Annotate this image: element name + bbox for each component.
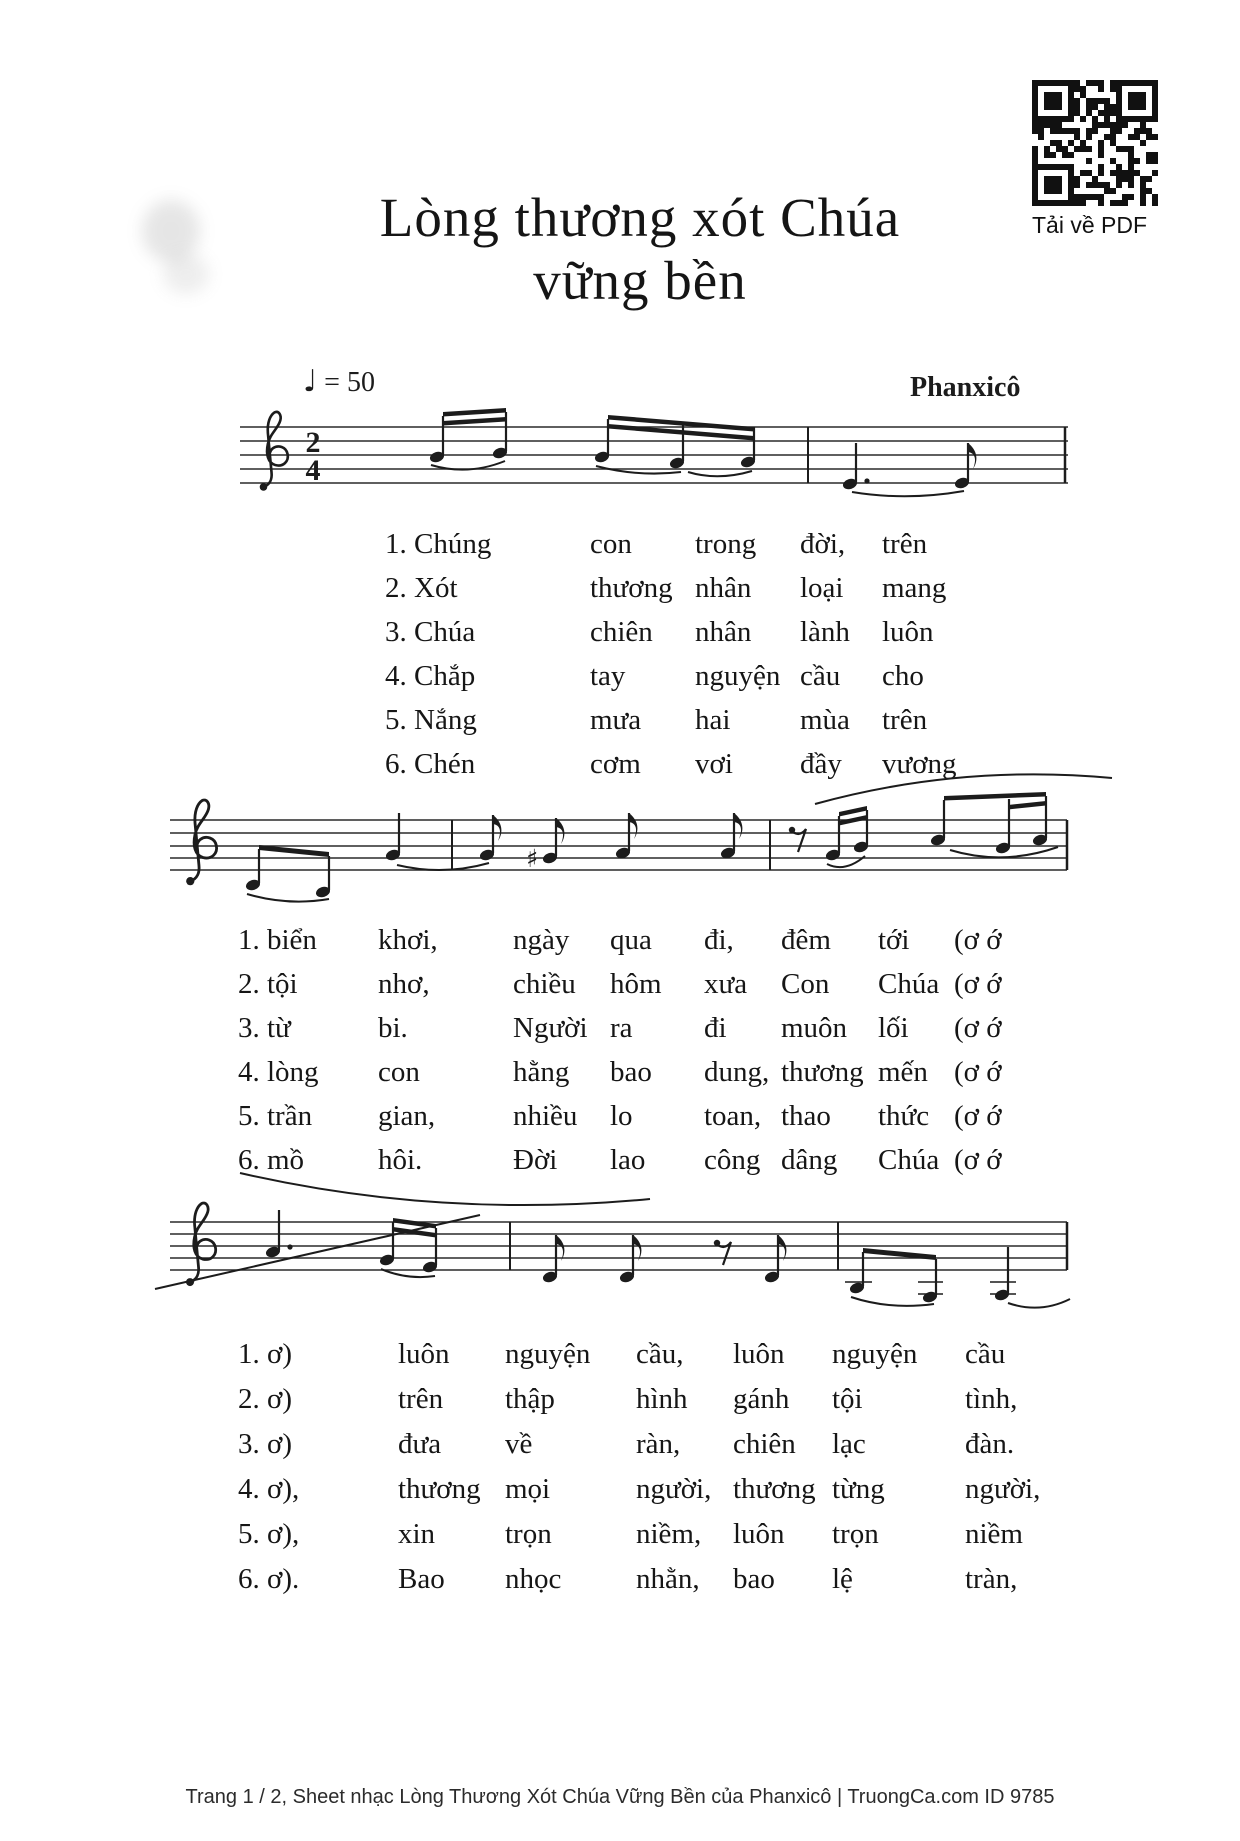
lyric-word: về <box>505 1428 533 1460</box>
lyric-word: luôn <box>733 1518 785 1550</box>
lyric-word: qua <box>610 924 652 956</box>
staff-system-2 <box>150 770 1085 910</box>
lyric-word: nhiều <box>513 1100 578 1132</box>
lyric-word: Chúa <box>878 968 940 1000</box>
lyric-word: niềm, <box>636 1518 702 1550</box>
lyric-word: vơi <box>695 748 733 780</box>
lyric-word: cầu, <box>636 1338 684 1370</box>
staff-system-3 <box>150 1185 1085 1325</box>
lyric-line <box>385 616 1025 660</box>
lyric-word: lo <box>610 1100 633 1132</box>
lyric-word: (ơ ớ <box>954 924 1002 956</box>
page-footer: Trang 1 / 2, Sheet nhạc Lòng Thương Xót Chúa Vững Bền của Phanxicô | TruongCa.com ID 9785 <box>185 1786 1055 1808</box>
lyric-word: con <box>590 528 632 560</box>
lyric-line <box>238 1473 1068 1518</box>
lyric-word: thương <box>398 1473 481 1505</box>
lyric-word: 2. ơ) <box>238 1383 292 1415</box>
lyric-word: chiều <box>513 968 576 1000</box>
lyric-word: người, <box>965 1473 1041 1505</box>
lyric-line <box>385 704 1025 748</box>
lyric-word: Đời <box>513 1144 558 1176</box>
song-title-line2: vững bền <box>533 250 747 311</box>
lyric-word: hôm <box>610 968 662 1000</box>
lyric-line <box>238 1563 1068 1608</box>
lyric-word: gian, <box>378 1100 436 1132</box>
lyric-word: xin <box>398 1518 436 1550</box>
lyric-word: hôi. <box>378 1144 423 1176</box>
lyric-word: bao <box>610 1056 652 1088</box>
lyric-word: hai <box>695 704 731 736</box>
treble-clef-icon <box>260 412 288 491</box>
lyric-word: tới <box>878 924 910 956</box>
lyric-line <box>238 1012 1068 1056</box>
lyric-word: 4. lòng <box>238 1056 319 1088</box>
lyric-line <box>238 924 1068 968</box>
lyric-word: 4. Chắp <box>385 660 476 692</box>
lyric-word: người, <box>636 1473 712 1505</box>
lyric-word: 2. Xót <box>385 572 458 604</box>
lyric-line <box>238 1383 1068 1428</box>
svg-text:4: 4 <box>305 454 321 487</box>
tempo-marking <box>303 364 375 399</box>
sharp-accidental: ♯ <box>526 844 539 873</box>
lyric-word: Con <box>781 968 830 1000</box>
staff-lines <box>170 1222 1067 1270</box>
lyric-word: mùa <box>800 704 850 736</box>
lyric-word: 4. ơ), <box>238 1473 300 1505</box>
lyric-word: tội <box>832 1383 863 1415</box>
lyric-word: 5. Nắng <box>385 704 477 736</box>
lyric-word: đi, <box>704 924 734 956</box>
lyric-word: 3. Chúa <box>385 616 476 648</box>
lyric-word: mến <box>878 1056 928 1088</box>
lyric-word: 6. Chén <box>385 748 476 780</box>
lyric-word: thương <box>590 572 673 604</box>
lyric-word: (ơ ớ <box>954 1056 1002 1088</box>
lyric-word: ra <box>610 1012 633 1044</box>
lyric-line <box>385 660 1025 704</box>
lyric-word: thương <box>781 1056 864 1088</box>
lyric-word: dung, <box>704 1056 770 1088</box>
lyric-word: đàn. <box>965 1428 1015 1460</box>
lyric-word: nhân <box>695 616 752 648</box>
lyric-word: 6. mồ <box>238 1144 305 1176</box>
lyric-word: tràn, <box>965 1563 1018 1595</box>
lyric-word: đưa <box>398 1428 442 1460</box>
staff-lines <box>240 427 1068 483</box>
song-title-line1: Lòng thương xót Chúa <box>379 187 901 248</box>
lyric-word: luôn <box>733 1338 785 1370</box>
lyric-word: xưa <box>704 968 748 1000</box>
lyric-word: cho <box>882 660 924 692</box>
lyric-word: 3. từ <box>238 1012 291 1044</box>
lyric-word: 1. ơ) <box>238 1338 292 1370</box>
lyric-word: lối <box>878 1012 909 1044</box>
lyric-word: cầu <box>800 660 841 692</box>
lyric-word: ngày <box>513 924 570 956</box>
lyric-word: lạc <box>832 1428 866 1460</box>
lyric-word: luôn <box>398 1338 450 1370</box>
lyric-word: nguyện <box>832 1338 918 1370</box>
lyric-line <box>238 1338 1068 1383</box>
lyric-word: 6. ơ). <box>238 1563 300 1595</box>
lyric-word: thương <box>733 1473 816 1505</box>
lyric-line <box>238 1518 1068 1563</box>
lyric-word: ràn, <box>636 1428 681 1460</box>
lyric-word: đầy <box>800 748 842 780</box>
lyric-word: (ơ ớ <box>954 968 1002 1000</box>
lyrics-system-2 <box>238 924 1068 1188</box>
lyric-word: lành <box>800 616 850 648</box>
lyrics-system-3 <box>238 1338 1068 1608</box>
lyric-word: niềm <box>965 1518 1023 1550</box>
lyric-word: chiên <box>590 616 653 648</box>
lyric-word: vương <box>882 748 957 780</box>
lyric-word: từng <box>832 1473 885 1505</box>
lyric-word: con <box>378 1056 420 1088</box>
lyric-word: hình <box>636 1383 688 1415</box>
lyric-word: loại <box>800 572 844 604</box>
lyric-word: trên <box>882 704 928 736</box>
lyric-line <box>385 528 1025 572</box>
phrase-slur <box>155 1215 480 1289</box>
quarter-note-icon: ♩ <box>303 364 318 399</box>
composer-name: Phanxicô <box>910 372 1021 403</box>
notes <box>155 1173 1070 1308</box>
eighth-rest-icon <box>789 827 806 852</box>
staff-system-1 <box>240 400 1080 510</box>
treble-clef-icon <box>186 800 216 885</box>
lyric-word: trên <box>882 528 928 560</box>
lyric-word: đời, <box>800 528 846 560</box>
lyric-word: thao <box>781 1100 831 1132</box>
lyric-word: lệ <box>832 1563 853 1595</box>
lyric-word: tay <box>590 660 626 692</box>
lyric-word: nhơ, <box>378 968 430 1000</box>
lyric-line <box>238 1428 1068 1473</box>
lyric-word: Người <box>513 1012 588 1044</box>
lyric-word: 1. Chúng <box>385 528 492 560</box>
lyric-word: toan, <box>704 1100 762 1132</box>
lyric-word: 5. ơ), <box>238 1518 300 1550</box>
lyric-word: hằng <box>513 1056 570 1088</box>
lyric-word: mang <box>882 572 947 604</box>
lyric-word: nhằn, <box>636 1563 700 1595</box>
lyric-word: đi <box>704 1012 727 1044</box>
lyric-word: đêm <box>781 924 831 956</box>
lyric-word: thức <box>878 1100 930 1132</box>
lyric-word: công <box>704 1144 761 1176</box>
eighth-rest-icon <box>714 1240 731 1265</box>
time-signature <box>306 426 321 487</box>
lyric-word: muôn <box>781 1012 848 1044</box>
lyric-word: (ơ ớ <box>954 1012 1002 1044</box>
lyric-word: dâng <box>781 1144 838 1176</box>
lyric-line <box>385 572 1025 616</box>
lyric-line <box>238 968 1068 1012</box>
lyric-word: (ơ ớ <box>954 1100 1002 1132</box>
lyric-word: trong <box>695 528 757 560</box>
lyric-word: 1. biển <box>238 924 317 956</box>
lyric-word: lao <box>610 1144 646 1176</box>
notes <box>245 774 1112 901</box>
lyric-word: nguyện <box>505 1338 591 1370</box>
lyric-word: nhân <box>695 572 752 604</box>
lyric-word: tình, <box>965 1383 1018 1415</box>
lyric-word: 2. tội <box>238 968 298 1000</box>
lyric-line <box>238 1100 1068 1144</box>
lyric-word: nguyện <box>695 660 781 692</box>
lyric-word: chiên <box>733 1428 796 1460</box>
tempo-value: = 50 <box>324 367 375 398</box>
lyric-word: (ơ ớ <box>954 1144 1002 1176</box>
lyric-word: trên <box>398 1383 444 1415</box>
lyric-word: cơm <box>590 748 641 780</box>
lyric-line <box>238 1056 1068 1100</box>
lyric-word: mọi <box>505 1473 551 1505</box>
lyric-word: bao <box>733 1563 775 1595</box>
download-pdf-link[interactable]: Tải về PDF <box>1032 212 1148 238</box>
lyric-word: khơi, <box>378 924 438 956</box>
lyrics-system-1 <box>385 528 1025 792</box>
lyric-word: Chúa <box>878 1144 940 1176</box>
lyric-word: nhọc <box>505 1563 562 1595</box>
lyric-word: gánh <box>733 1383 790 1415</box>
lyric-line <box>238 1144 1068 1188</box>
treble-clef-icon <box>186 1203 216 1286</box>
lyric-word: bi. <box>378 1012 408 1044</box>
lyric-word: Bao <box>398 1563 445 1595</box>
lyric-word: thập <box>505 1383 555 1415</box>
lyric-word: mưa <box>590 704 642 736</box>
song-title <box>20 186 1240 312</box>
lyric-word: trọn <box>832 1518 879 1550</box>
lyric-word: 5. trần <box>238 1100 313 1132</box>
staff-lines <box>170 820 1067 870</box>
lyric-word: luôn <box>882 616 934 648</box>
lyric-word: cầu <box>965 1338 1006 1370</box>
lyric-word: trọn <box>505 1518 552 1550</box>
lyric-word: 3. ơ) <box>238 1428 292 1460</box>
svg-text:2: 2 <box>305 426 321 459</box>
